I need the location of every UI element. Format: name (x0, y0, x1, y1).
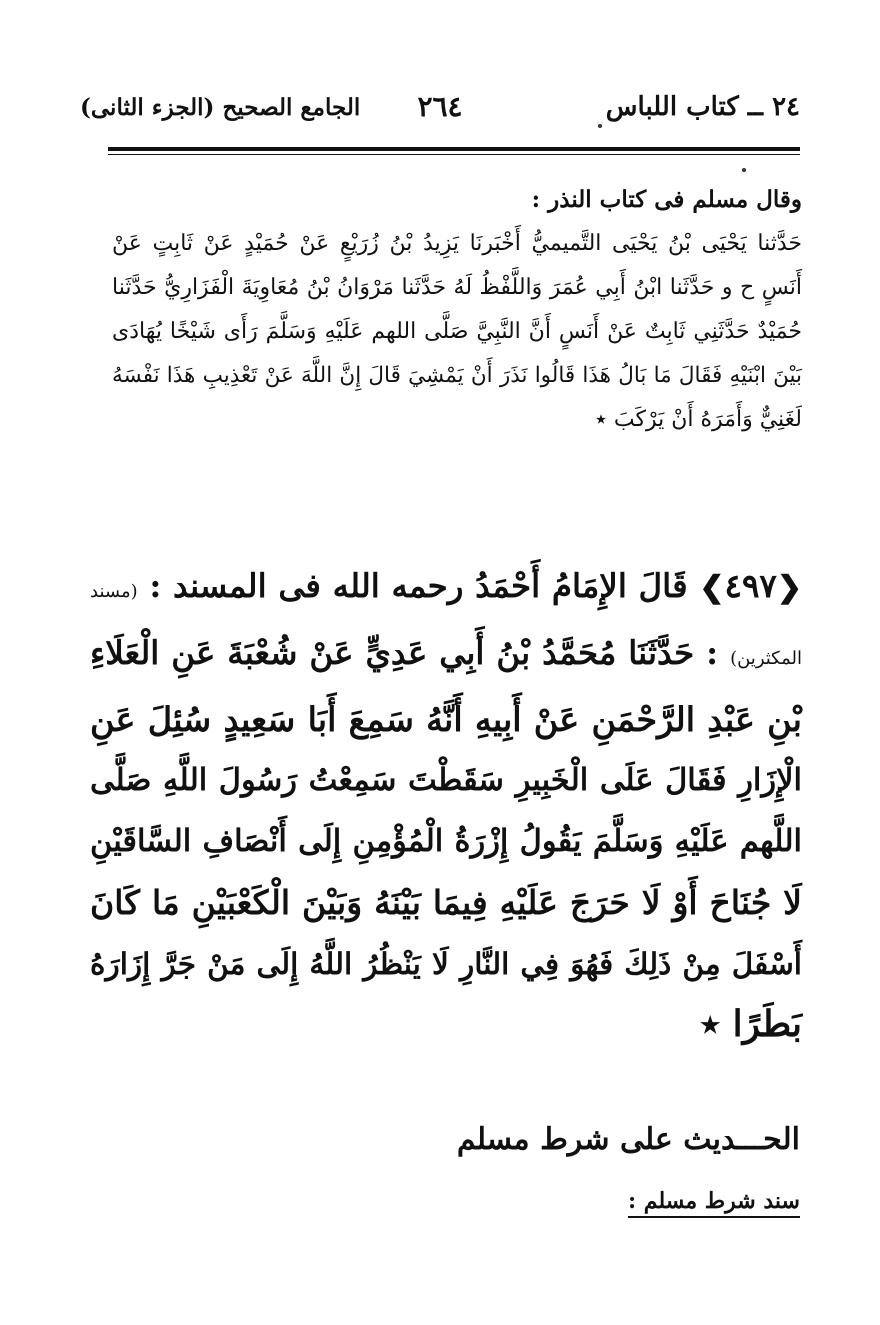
muslim-narration (112, 178, 802, 442)
sanad-heading-text: سند شرط مسلم : (628, 1188, 800, 1218)
hadith-line: لَا جُنَاحَ أَوْ لَا حَرَجَ عَلَيْهِ فِيمَا بَيْنَهُ وَبَيْنَ الْكَعْبَيْنِ مَا كَانَ (90, 883, 802, 922)
ornament-icon: ❯ (699, 570, 725, 605)
hadith-chain: : حَدَّثَنَا مُحَمَّدُ بْنُ أَبِي عَدِيٍّ عَنْ شُعْبَةَ عَنِ الْعَلَاءِ (90, 633, 719, 672)
hadith-opening: قَالَ الإِمَامُ أَحْمَدُ رحمه الله فى المسند : (149, 566, 688, 605)
page-header (80, 92, 800, 132)
hadith-line (90, 622, 802, 689)
hadith-number: ٤٩٧ (724, 566, 777, 605)
header-rule-thin (108, 154, 800, 155)
hadith-line: بَطَرًا ٭ (700, 1003, 802, 1045)
narration-line: بَيْنَ ابْنَيْهِ فَقَالَ مَا بَالُ هَذَا قَالُوا نَذَرَ أَنْ يَمْشِيَ قَالَ إِنَّ اللَّهَ عَنْ تَعْذِيبِ هَذَا نَفْسَهُ (112, 363, 802, 388)
print-speck (742, 168, 746, 172)
narration-line: حَدَّثنا يَحْيَى بْنُ يَحْيَى التَّميميُّ أَخْبَرنَا يَزِيدُ بْنُ زُرَيْعٍ عَنْ حُمَيْدٍ عَنْ ثَابِتٍ عَنْ (112, 231, 802, 256)
hadith-line: الْإِزَارِ فَقَالَ عَلَى الْخَبِيرِ سَقَطْتَ سَمِعْتُ رَسُولَ اللَّهِ صَلَّى (90, 762, 802, 798)
narration-line: حُمَيْدٌ حَدَّثَنِي ثَابِتٌ عَنْ أَنَسٍ أَنَّ النَّبِيَّ صَلَّى اللهم عَلَيْهِ وَسَلَّمَ رَأَى شَيْخًا يُهَادَى (112, 319, 802, 344)
hadith-line: أَسْفَلَ مِنْ ذَلِكَ فَهُوَ فِي النَّارِ لَا يَنْظُرُ اللَّهُ إِلَى مَنْ جَرَّ إِزَارَهُ (90, 946, 802, 981)
header-rule (108, 147, 800, 151)
narration-line: أَنَسٍ ح و حَدَّثَنا ابْنُ أَبِي عُمَرَ وَاللَّفْظُ لَهُ حَدَّثَنا مَرْوَانُ بْنُ مُعَاوِيَةَ الْفَزَارِيُّ حَدَّثَنا (112, 275, 802, 300)
hadith-line: اللَّهم عَلَيْهِ وَسَلَّمَ يَقُولُ إِزْرَةُ الْمُؤْمِنِ إِلَى أَنْصَافِ السَّاقَيْنِ (90, 823, 802, 859)
page-number: ٢٦٤ (417, 90, 463, 123)
hadith-ruling: الحـــديث على شرط مسلم (456, 1122, 800, 1157)
book-title: الجامع الصحيح (الجزء الثانى) (80, 94, 361, 121)
hadith-block (90, 555, 802, 1055)
hadith-line: بْنِ عَبْدِ الرَّحْمَنِ عَنْ أَبِيهِ أَنَّهُ سَمِعَ أَبَا سَعِيدٍ سُئِلَ عَنِ (90, 700, 802, 739)
source-reference: (مسند (90, 581, 138, 602)
source-reference-cont: المكثرين) (730, 648, 803, 669)
chapter-title: ٢٤ ــ كتاب اللباس (605, 92, 800, 122)
print-speck (598, 124, 602, 128)
narration-intro: وقال مسلم فى كتاب النذر : (531, 186, 802, 213)
narration-line: لَغَنِيٌّ وَأَمَرَهُ أَنْ يَرْكَبَ ٭ (594, 407, 802, 432)
ornament-icon: ❮ (776, 570, 802, 605)
hadith-opening-line (90, 555, 802, 622)
sanad-heading (628, 1188, 800, 1214)
